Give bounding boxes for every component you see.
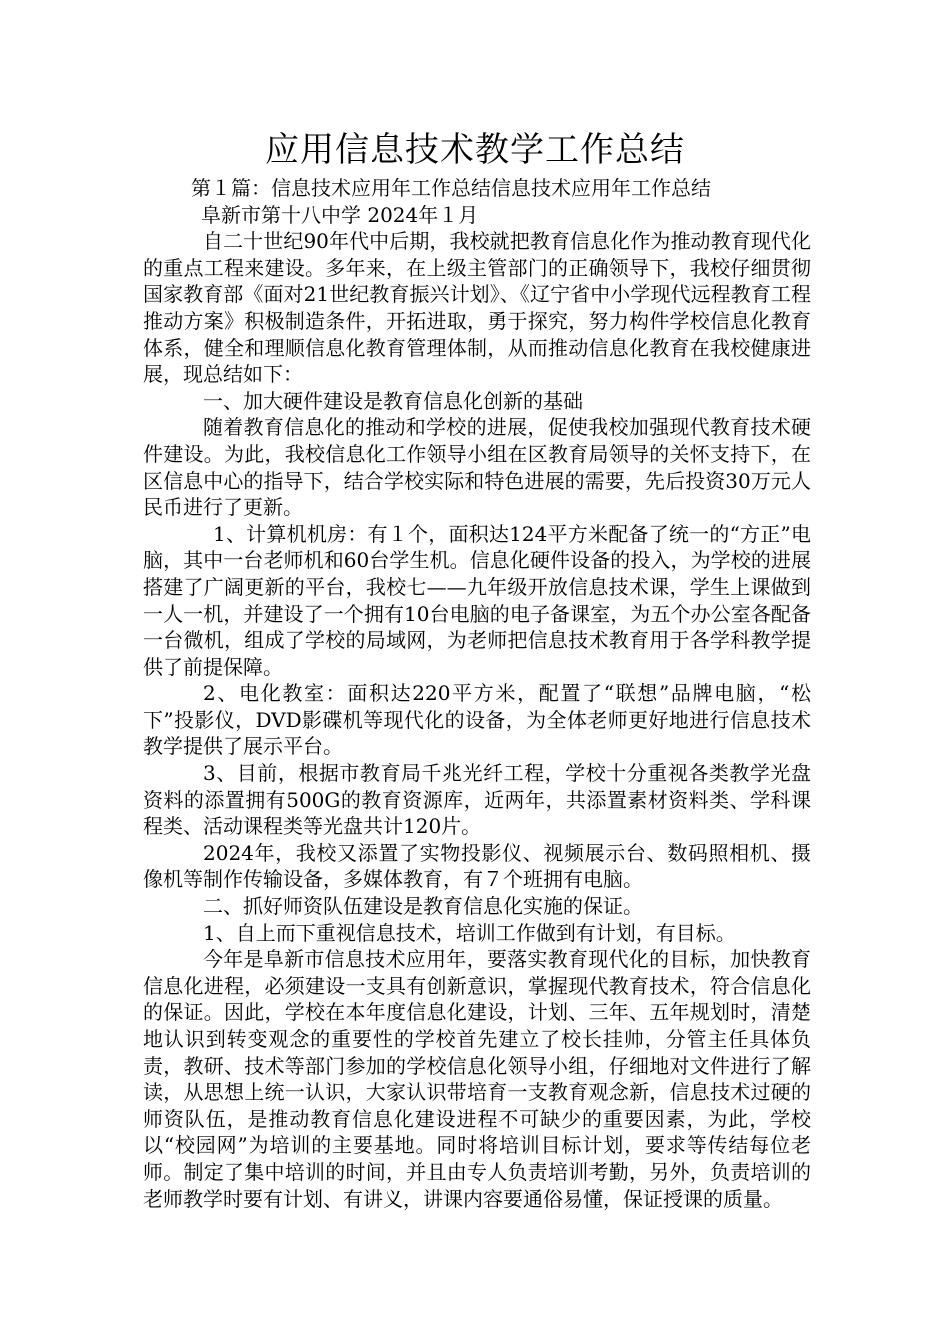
paragraph: 今年是阜新市信息技术应用年，要落实教育现代化的目标，加快教育信息化进程，必须建设一支具有创新意识，掌握现代教育技术，符合信息化的保证。因此，学校在本年度信息化建设，计划、三年、五年规划时，清楚地认识到转变观念的重要性的学校首先建立了校长挂帅，分管主任具体负责，教研、技术等部门参加的学校信息化领导小组，仔细地对文件进行了解读，从思想上统一认识，大家认识带培育一支教育观念新，信息技术过硬的师资队伍，是推动教育信息化建设进程不可缺少的重要因素，为此，学校以“校园网”为培训的主要基地。同时将培训目标计划，要求等传结每位老师。制定了集中培训的时间，并且由专人负责培训考勤，另外，负责培训的老师教学时要有计划、有讲义，讲课内容要通俗易懂，保证授课的质量。 bbox=[143, 947, 811, 1211]
paragraph: 随着教育信息化的推动和学校的进展，促使我校加强现代教育技术硬件建设。为此，我校信息化工作领导小组在区教育局领导的关怀支持下，在区信息中心的指导下，结合学校实际和特色进展的需要，先后投资30万元人民币进行了更新。 bbox=[143, 415, 811, 520]
paragraph: 1、自上而下重视信息技术，培训工作做到有计划，有目标。 bbox=[203, 920, 736, 945]
paragraph: 2024年，我校又添置了实物投影仪、视频展示台、数码照相机、摄像机等制作传输设备，多媒体教育，有７个班拥有电脑。 bbox=[143, 840, 811, 892]
paragraph: 1、计算机机房：有１个，面积达124平方米配备了统一的“方正”电脑，其中一台老师机和60台学生机。信息化硬件设备的投入，为学校的进展搭建了广阔更新的平台，我校七——九年级开放信息技术课，学生上课做到一人一机，并建设了一个拥有10台电脑的电子备课室，为五个办公室各配备一台微机，组成了学校的局域网，为老师把信息技术教育用于各学科教学提供了前提保障。 bbox=[143, 521, 811, 679]
document-body bbox=[143, 175, 811, 1212]
paragraph: 2、电化教室：面积达220平方米，配置了“联想”品牌电脑，“松下”投影仪，DVD影碟机等现代化的设备，为全体老师更好地进行信息技术教学提供了展示平台。 bbox=[143, 681, 811, 759]
section-heading: 一、加大硬件建设是教育信息化创新的基础 bbox=[203, 388, 583, 413]
paragraph: 3、目前，根据市教育局千兆光纤工程，学校十分重视各类教学光盘资料的添置拥有500G的教育资源库，近两年，共添置素材资料类、学科课程类、活动课程类等光盘共计120片。 bbox=[143, 761, 811, 839]
document-subtitle: 第１篇：信息技术应用年工作总结信息技术应用年工作总结 bbox=[191, 176, 711, 200]
paragraph: 自二十世纪90年代中后期，我校就把教育信息化作为推动教育现代化的重点工程来建设。多年来，在上级主管部门的正确领导下，我校仔细贯彻国家教育部《面对21世纪教育振兴计划》、《辽宁省中小学现代远程教育工程推动方案》积极制造条件，开拓进取，勇于探究，努力构件学校信息化教育体系，健全和理顺信息化教育管理体制，从而推动信息化教育在我校健康进展，现总结如下： bbox=[143, 229, 811, 387]
section-heading: 二、抓好师资队伍建设是教育信息化实施的保证。 bbox=[203, 894, 643, 919]
document-title: 应用信息技术教学工作总结 bbox=[265, 130, 685, 170]
document-byline: 阜新市第十八中学 2024年１月 bbox=[201, 202, 479, 227]
